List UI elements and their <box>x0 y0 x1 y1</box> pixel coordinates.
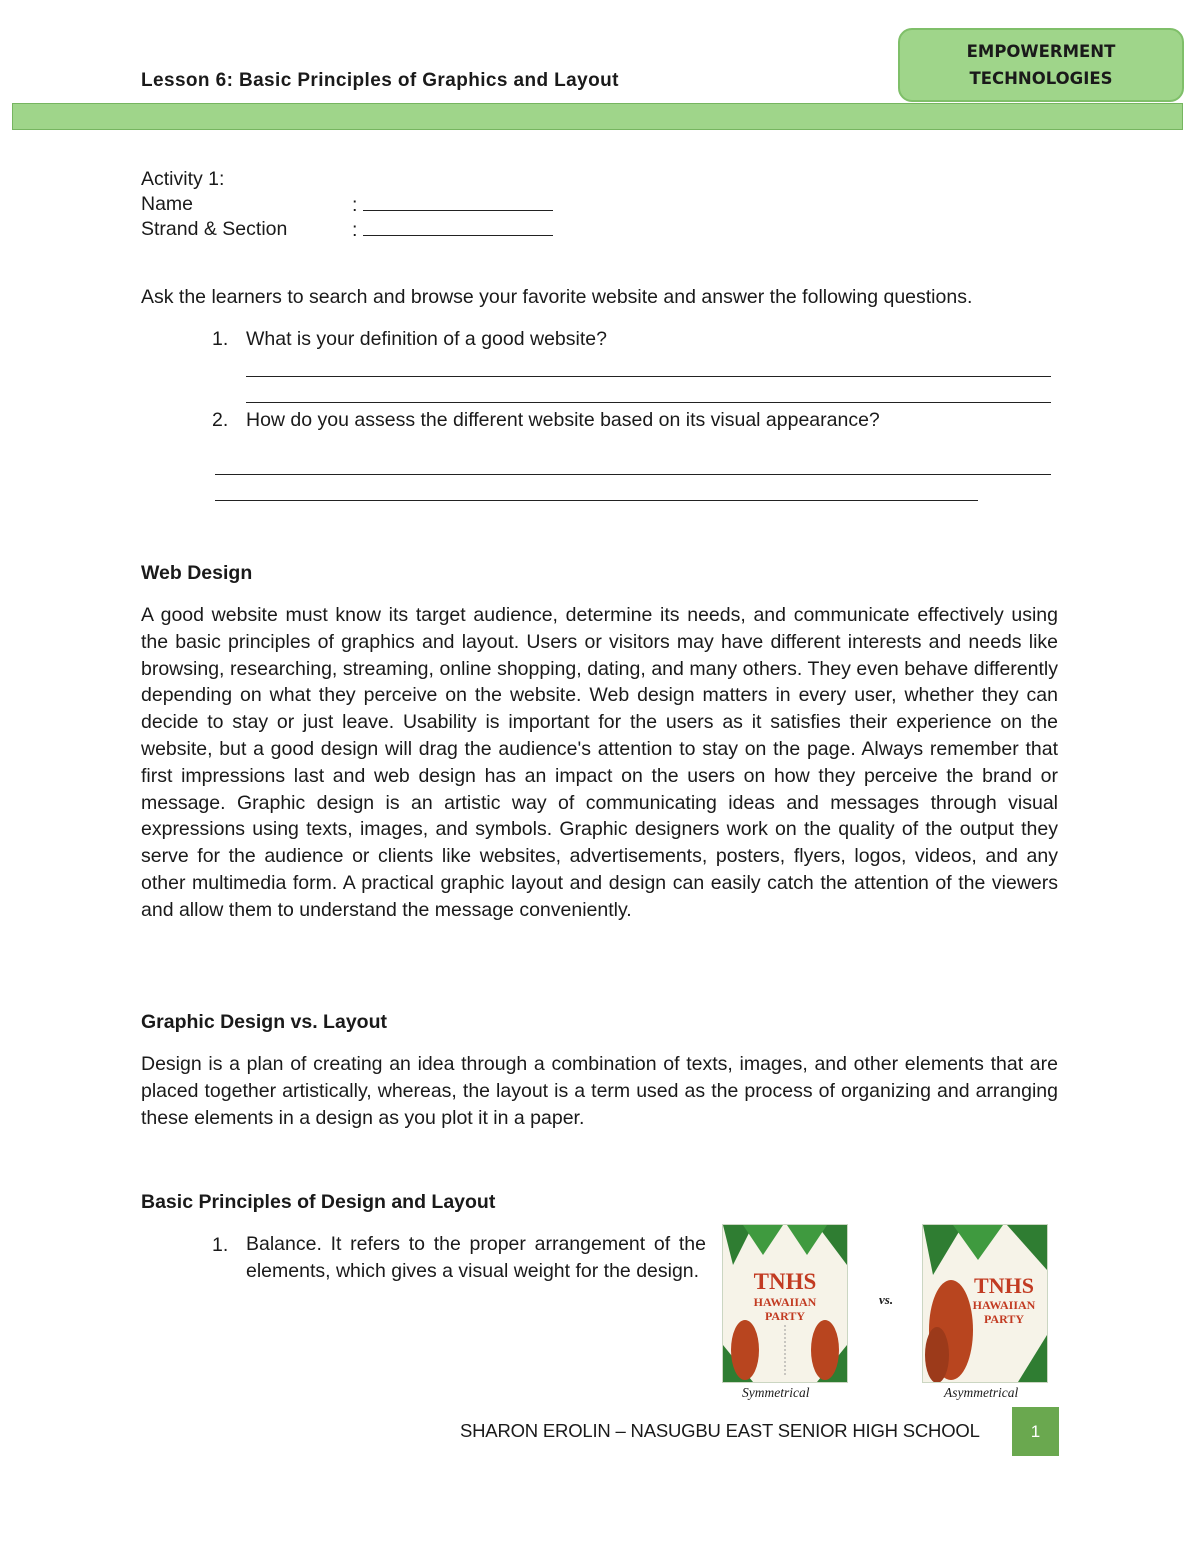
q2-number: 2. <box>212 409 229 431</box>
header-bar <box>12 103 1183 130</box>
balance-figure <box>722 1224 1062 1404</box>
caption-asymmetrical: Asymmetrical <box>944 1385 1019 1400</box>
item1-text: Balance. It refers to the proper arrangement of the elements, which gives a visual weight for the design. <box>246 1233 706 1282</box>
subject-line-2: TECHNOLOGIES <box>969 69 1113 88</box>
asymmetrical-poster <box>922 1224 1048 1383</box>
q1-answer-line-1[interactable] <box>246 358 1051 377</box>
poster-subtitle-2: PARTY <box>983 1312 1025 1326</box>
page-number: 1 <box>1012 1407 1059 1456</box>
graphic-vs-layout-heading: Graphic Design vs. Layout <box>141 1011 387 1033</box>
lesson-title: Lesson 6: Basic Principles of Graphics and Layout <box>141 70 619 91</box>
principles-heading: Basic Principles of Design and Layout <box>141 1191 496 1213</box>
poster-title: TNHS <box>753 1269 817 1294</box>
activity-instruction: Ask the learners to search and browse your favorite website and answer the following questions. <box>141 286 973 308</box>
q2-text: How do you assess the different website based on its visual appearance? <box>246 409 880 431</box>
item1-number: 1. <box>212 1234 229 1256</box>
q2-answer-line-2[interactable] <box>215 482 978 501</box>
symmetrical-poster <box>722 1224 848 1383</box>
caption-symmetrical: Symmetrical <box>742 1385 810 1400</box>
web-design-heading: Web Design <box>141 562 253 584</box>
q1-answer-line-2[interactable] <box>246 384 1051 403</box>
poster-subtitle-1: HAWAIIAN <box>753 1295 817 1309</box>
footer-author: SHARON EROLIN – NASUGBU EAST SENIOR HIGH SCHOOL <box>460 1420 980 1441</box>
subject-badge <box>898 28 1184 102</box>
q2-answer-line-1[interactable] <box>215 456 1051 475</box>
poster-subtitle-1: HAWAIIAN <box>972 1298 1036 1312</box>
graphic-vs-layout-body: Design is a plan of creating an idea through a combination of texts, images, and other elements that are placed together artistically, whereas, the layout is a term used as the process of organizing and arranging these elements in a design as you plot it in a paper. <box>141 1053 1058 1129</box>
q1-number: 1. <box>212 328 229 350</box>
activity-title: Activity 1: <box>141 168 225 190</box>
poster-subtitle-2: PARTY <box>764 1309 806 1323</box>
web-design-body: A good website must know its target audience, determine its needs, and communicate effectively using the basic principles of graphics and layout. Users or visitors may have different interests and needs like browsing, researching, streaming, online shopping, dating, and many others. They even behave differently depending on what they perceive on the website. Web design matters in every user, whether they can decide to stay or just leave. Usability is important for the users as it satisfies their experience on the website, but a good design will drag the audience's attention to stay on the page. Always remember that first impressions last and web design has an impact on the users on how they perceive the brand or message. Graphic design is an artistic way of communicating ideas and messages through visual expressions using texts, images, and symbols. Graphic designers work on the quality of the output they serve for the audience or clients like websites, advertisements, posters, flyers, logos, videos, and any other multimedia form. A practical graphic layout and design can easily catch the attention of the viewers and allow them to understand the message conveniently. <box>141 604 1058 921</box>
section-field[interactable] <box>352 217 553 243</box>
section-label: Strand & Section <box>141 218 288 240</box>
name-field[interactable] <box>352 192 553 218</box>
q1-text: What is your definition of a good website? <box>246 328 607 350</box>
subject-line-1: EMPOWERMENT <box>966 42 1116 61</box>
poster-title: TNHS <box>974 1273 1034 1298</box>
colon: : <box>352 219 358 241</box>
name-label: Name <box>141 193 194 215</box>
colon: : <box>352 194 358 216</box>
poster-subtitle <box>723 1295 847 1323</box>
vs-label: vs. <box>879 1292 894 1307</box>
poster-subtitle <box>961 1298 1047 1326</box>
